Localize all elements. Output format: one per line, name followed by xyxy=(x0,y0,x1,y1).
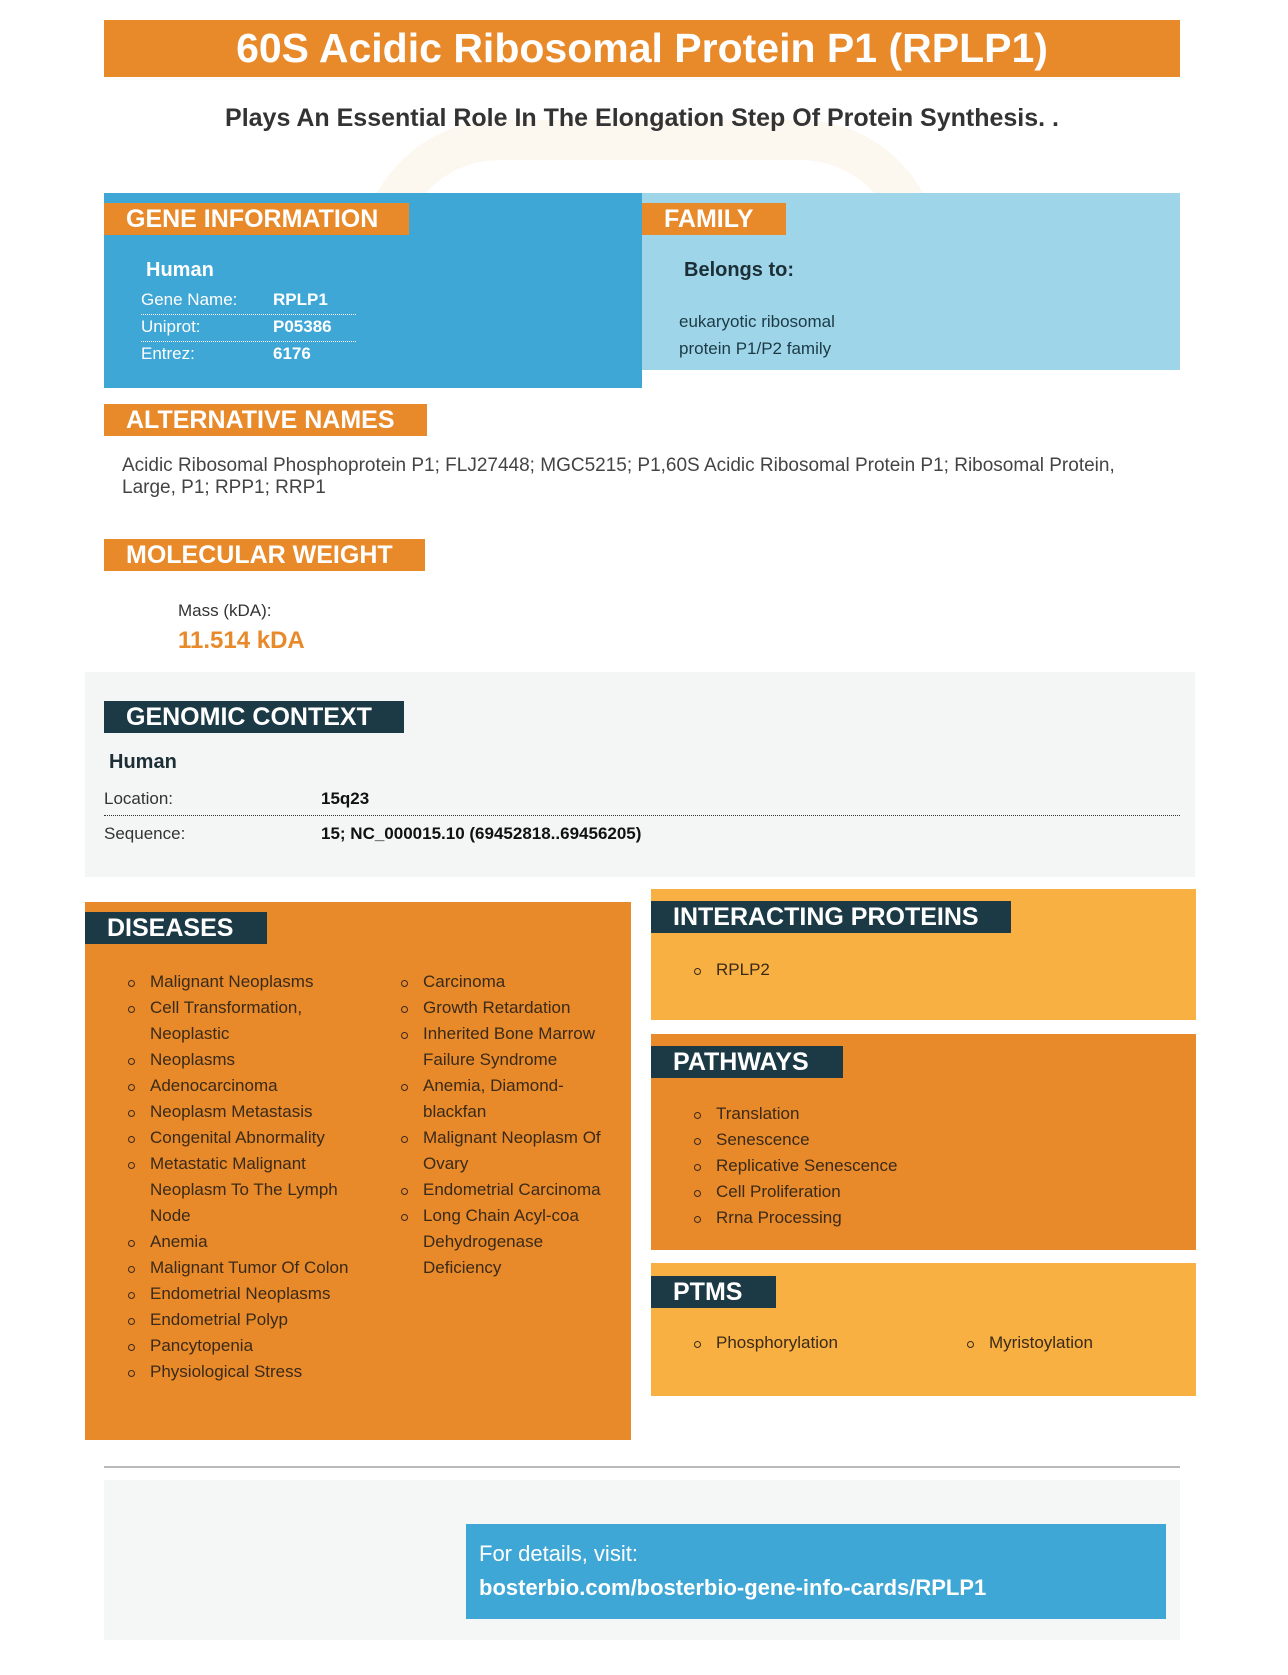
page-subtitle: Plays An Essential Role In The Elongation Step Of Protein Synthesis. . xyxy=(225,104,1059,132)
entrez-row xyxy=(141,344,356,368)
pathways-list xyxy=(692,1101,1092,1231)
alternative-names-text: Acidic Ribosomal Phosphoprotein P1; FLJ27448; MGC5215; P1,60S Acidic Ribosomal Protein P1; Ribosomal Protein, Large, P1; RPP1; RRP1 xyxy=(122,455,1115,498)
pathways-heading: PATHWAYS xyxy=(651,1046,843,1078)
location-value: 15q23 xyxy=(321,789,370,808)
genomic-species: Human xyxy=(109,751,177,773)
interacting-proteins-list xyxy=(692,957,1092,983)
family-line-2: protein P1/P2 family xyxy=(679,339,832,358)
pathway-item: Replicative Senescence xyxy=(692,1153,1092,1179)
alternative-names-heading: ALTERNATIVE NAMES xyxy=(104,404,427,436)
uniprot-row xyxy=(141,317,356,342)
disease-item: Endometrial Carcinoma xyxy=(399,1177,609,1203)
molecular-weight-heading: MOLECULAR WEIGHT xyxy=(104,539,425,571)
gene-name-row xyxy=(141,290,356,315)
genomic-context-panel xyxy=(85,672,1195,877)
ptms-panel xyxy=(651,1263,1196,1396)
pathway-item: Rrna Processing xyxy=(692,1205,1092,1231)
gene-information-heading: GENE INFORMATION xyxy=(104,203,409,235)
ptms-list-left xyxy=(692,1330,942,1356)
ptm-item: Phosphorylation xyxy=(692,1330,942,1356)
pathway-item: Translation xyxy=(692,1101,1092,1127)
ptm-item: Myristoylation xyxy=(965,1330,1185,1356)
footer-divider xyxy=(104,1466,1180,1468)
disease-item: Anemia, Diamond-blackfan xyxy=(399,1073,609,1125)
disease-item: Cell Transformation, Neoplastic xyxy=(126,995,351,1047)
details-callout xyxy=(466,1524,1166,1619)
location-label: Location: xyxy=(104,789,173,808)
family-panel xyxy=(642,193,1180,370)
disease-item: Neoplasms xyxy=(126,1047,351,1073)
disease-item: Metastatic Malignant Neoplasm To The Lymph Node xyxy=(126,1151,351,1229)
disease-item: Congenital Abnormality xyxy=(126,1125,351,1151)
gene-species: Human xyxy=(146,259,214,281)
sequence-value: 15; NC_000015.10 (69452818..69456205) xyxy=(321,824,642,843)
interacting-proteins-heading: INTERACTING PROTEINS xyxy=(651,901,1011,933)
page-title: 60S Acidic Ribosomal Protein P1 (RPLP1) xyxy=(104,20,1180,77)
gene-information-panel xyxy=(104,193,642,388)
pathways-panel xyxy=(651,1034,1196,1250)
disease-item: Malignant Neoplasms xyxy=(126,969,351,995)
entrez-value: 6176 xyxy=(273,344,311,363)
family-line-1: eukaryotic ribosomal xyxy=(679,312,835,331)
sequence-row xyxy=(104,824,1180,848)
mass-label: Mass (kDA): xyxy=(178,601,272,620)
ptms-list-right xyxy=(965,1330,1185,1356)
disease-item: Physiological Stress xyxy=(126,1359,351,1385)
details-link[interactable]: bosterbio.com/bosterbio-gene-info-cards/RPLP1 xyxy=(479,1575,987,1600)
mass-value: 11.514 kDA xyxy=(178,627,305,654)
gene-name-label: Gene Name: xyxy=(141,290,238,309)
sequence-label: Sequence: xyxy=(104,824,186,843)
diseases-list-left xyxy=(126,969,351,1385)
ptms-heading: PTMS xyxy=(651,1276,776,1308)
genomic-context-heading: GENOMIC CONTEXT xyxy=(104,701,404,733)
disease-item: Carcinoma xyxy=(399,969,609,995)
family-name xyxy=(679,308,835,362)
disease-item: Endometrial Polyp xyxy=(126,1307,351,1333)
location-row xyxy=(104,789,1180,816)
disease-item: Malignant Tumor Of Colon xyxy=(126,1255,351,1281)
diseases-heading: DISEASES xyxy=(85,912,267,944)
disease-item: Endometrial Neoplasms xyxy=(126,1281,351,1307)
disease-item: Inherited Bone Marrow Failure Syndrome xyxy=(399,1021,609,1073)
diseases-panel xyxy=(85,902,631,1440)
disease-item: Malignant Neoplasm Of Ovary xyxy=(399,1125,609,1177)
belongs-to-label: Belongs to: xyxy=(684,259,794,281)
pathway-item: Cell Proliferation xyxy=(692,1179,1092,1205)
diseases-list-right xyxy=(399,969,609,1281)
entrez-label: Entrez: xyxy=(141,344,195,363)
disease-item: Pancytopenia xyxy=(126,1333,351,1359)
details-label: For details, visit: xyxy=(479,1541,638,1566)
pathway-item: Senescence xyxy=(692,1127,1092,1153)
interacting-proteins-panel xyxy=(651,889,1196,1020)
disease-item: Neoplasm Metastasis xyxy=(126,1099,351,1125)
gene-name-value: RPLP1 xyxy=(273,290,328,309)
disease-item: Anemia xyxy=(126,1229,351,1255)
disease-item: Adenocarcinoma xyxy=(126,1073,351,1099)
disease-item: Long Chain Acyl-coa Dehydrogenase Deficiency xyxy=(399,1203,609,1281)
family-heading: FAMILY xyxy=(642,203,786,235)
disease-item: Growth Retardation xyxy=(399,995,609,1021)
uniprot-value: P05386 xyxy=(273,317,332,336)
interacting-protein-item: RPLP2 xyxy=(692,957,1092,983)
uniprot-label: Uniprot: xyxy=(141,317,201,336)
